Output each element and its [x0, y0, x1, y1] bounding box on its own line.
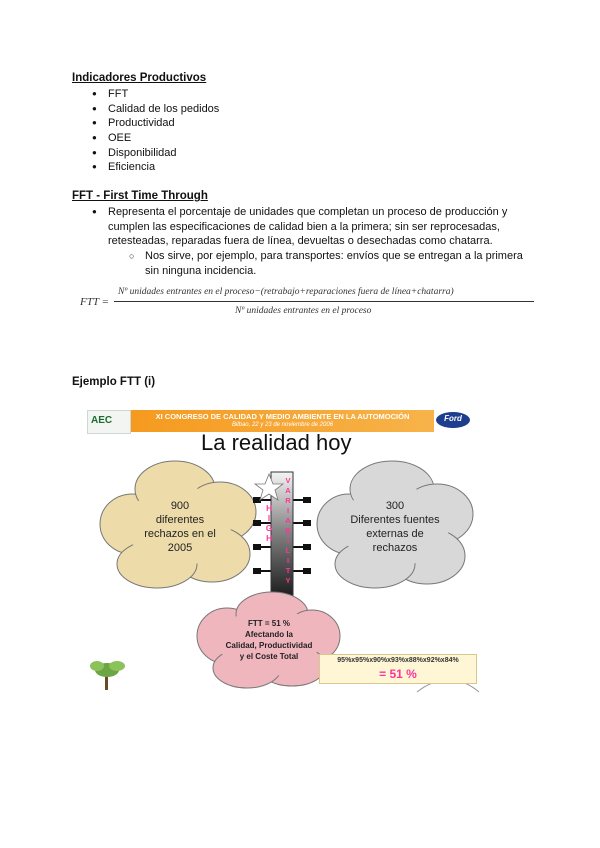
cloud-line: rechazos en el: [144, 528, 216, 540]
bottom-cloud-text: [217, 618, 321, 662]
formula-fraction-bar: [114, 301, 534, 302]
letter: V: [285, 476, 291, 485]
letter: H: [266, 534, 272, 543]
letter: Y: [285, 576, 291, 585]
letter: T: [285, 566, 291, 575]
ftt-calculation-box: [319, 654, 477, 684]
ford-logo-text: Ford: [444, 414, 462, 423]
list-item: ● OEE: [92, 131, 219, 146]
slide-title: La realidad hoy: [201, 430, 352, 455]
cloud-line: FTT = 51 %: [247, 619, 290, 628]
formula-denominator: Nº unidades entrantes en el proceso: [235, 306, 372, 316]
letter: A: [285, 486, 291, 495]
cloud-line: externas de: [366, 528, 424, 540]
banner-subtitle: Bilbao, 22 y 23 de noviembre de 2006: [231, 422, 334, 428]
cloud-line: Calidad, Productividad: [225, 641, 313, 650]
ftt-result: = 51 %: [379, 667, 417, 681]
letter: R: [285, 496, 291, 505]
cloud-line: 2005: [167, 542, 193, 554]
aec-logo-text: AEC: [91, 415, 113, 426]
section-heading-indicadores: Indicadores Productivos: [72, 72, 207, 84]
letter: L: [285, 546, 291, 555]
list-item: ● Disponibilidad: [92, 146, 219, 161]
letter: I: [286, 506, 290, 515]
cloud-line: Diferentes fuentes: [350, 514, 440, 526]
letter: I: [286, 556, 290, 565]
indicators-list: [92, 87, 219, 175]
tree-icon: [90, 661, 125, 690]
letter: B: [285, 526, 291, 535]
letter: H: [266, 504, 272, 513]
list-item: ● FFT: [92, 87, 219, 102]
cloud-line: y el Coste Total: [239, 652, 299, 661]
cloud-line: diferentes: [155, 514, 205, 526]
left-cloud-text: [125, 499, 235, 555]
letter: I: [286, 536, 290, 545]
formula-lhs: FTT =: [80, 296, 109, 308]
banner-title: XI CONGRESO DE CALIDAD Y MEDIO AMBIENTE EN LA AUTOMOCIÓN: [155, 412, 410, 421]
cloud-line: Afectando la: [244, 630, 293, 639]
ftt-calculation: 95%x95%x90%x93%x88%x92%x84%: [337, 657, 459, 664]
formula-numerator: Nº unidades entrantes en el proceso−(retrabajo+reparaciones fuera de línea+chatarra): [118, 287, 454, 297]
section-heading-ftt: FFT - First Time Through: [72, 190, 208, 202]
list-item: ● Calidad de los pedidos: [92, 102, 219, 117]
letter: A: [285, 516, 291, 525]
right-cloud-text: [333, 499, 457, 555]
high-letters: [265, 504, 273, 544]
cloud-line: rechazos: [372, 542, 418, 554]
example-slide-image: [87, 404, 497, 694]
cloud-line: 900: [170, 500, 190, 512]
letter: G: [265, 524, 273, 533]
list-item: ● Eficiencia: [92, 160, 219, 175]
cloud-line: 300: [385, 500, 405, 512]
section-heading-ejemplo: Ejemplo FTT (i): [72, 376, 156, 388]
list-item: ● Productividad: [92, 116, 219, 131]
ftt-definition-paragraph: ● Representa el porcentaje de unidades que completan un proceso de producción y cumplen las especificaciones de calidad bien a la primera; sin ser reprocesadas, retesteadas, reparadas fuera de línea, devueltas o desechadas como chatarra.: [108, 205, 528, 249]
ftt-formula: [80, 286, 540, 322]
variability-letters: [284, 476, 292, 586]
ftt-example-subparagraph: ○ Nos sirve, por ejemplo, para transportes: envíos que se entregan a la primera sin ninguna incidencia.: [145, 249, 530, 278]
letter: I: [267, 514, 271, 523]
